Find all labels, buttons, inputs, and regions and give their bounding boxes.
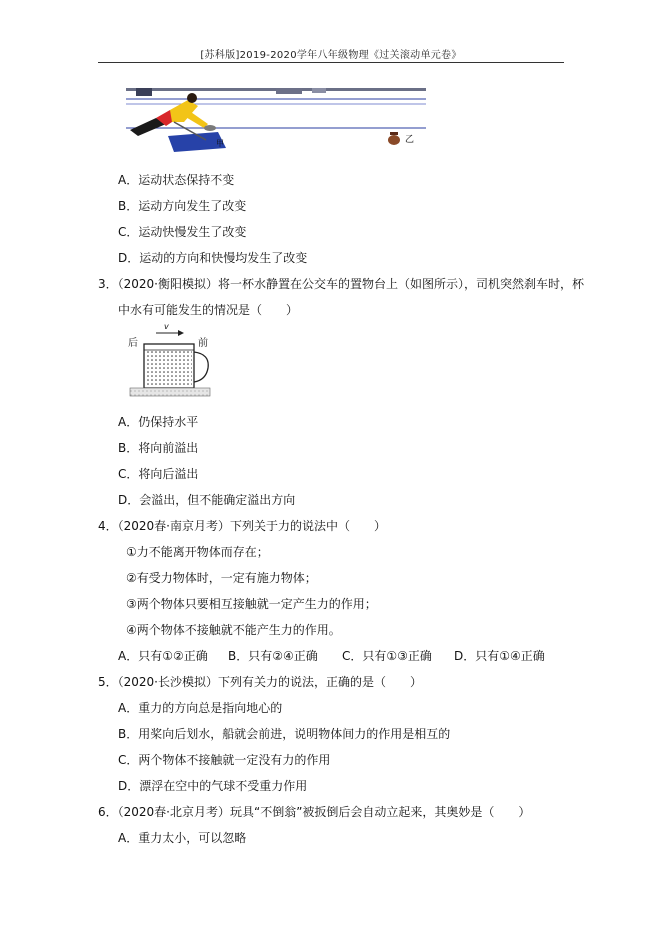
q2-option-d: D．运动的方向和快慢均发生了改变	[118, 251, 308, 265]
label-yi: 乙	[405, 135, 415, 145]
page-header: [苏科版]2019-2020学年八年级物理《过关滚动单元卷》	[200, 50, 462, 61]
q6-option-a: A．重力太小，可以忽略	[118, 831, 247, 845]
q2-option-b: B．运动方向发生了改变	[118, 199, 247, 213]
q5-option-a: A．重力的方向总是指向地心的	[118, 701, 283, 715]
q4-option-c: C．只有①③正确	[342, 649, 432, 663]
q3-option-d: D．会溢出，但不能确定溢出方向	[118, 493, 296, 507]
header-rule	[98, 62, 564, 63]
q4-statement-2: ②有受力物体时，一定有施力物体；	[126, 571, 317, 585]
label-v: v	[164, 322, 169, 331]
q5-option-d: D．漂浮在空中的气球不受重力作用	[118, 779, 308, 793]
label-jia: 甲	[216, 139, 224, 148]
q3-stem-line2: 中水有可能发生的情况是（ ）	[118, 303, 299, 317]
q4-statement-3: ③两个物体只要相互接触就一定产生力的作用；	[126, 597, 377, 611]
q2-option-c: C．运动快慢发生了改变	[118, 225, 247, 239]
q6-stem: 6．（2020春·北京月考）玩具“不倒翁”被扳倒后会自动立起来，其奥妙是（ ）	[98, 805, 531, 819]
q5-option-c: C．两个物体不接触就一定没有力的作用	[118, 753, 331, 767]
q2-option-a: A．运动状态保持不变	[118, 173, 235, 187]
label-back: 后	[128, 338, 138, 349]
q3-stem-line1: 3．（2020·衡阳模拟）将一杯水静置在公交车的置物台上（如图所示），司机突然刹车时，杯	[98, 277, 584, 291]
q4-statement-4: ④两个物体不接触就不能产生力的作用。	[126, 623, 341, 637]
curling-illustration	[126, 88, 426, 154]
curling-figure	[126, 88, 426, 154]
cup-figure	[126, 322, 216, 398]
q3-option-b: B．将向前溢出	[118, 441, 199, 455]
q4-option-a: A．只有①②正确	[118, 649, 208, 663]
q4-option-b: B．只有②④正确	[228, 649, 318, 663]
q3-option-a: A．仍保持水平	[118, 415, 199, 429]
q4-option-d: D．只有①④正确	[454, 649, 545, 663]
label-front: 前	[198, 338, 208, 349]
q5-option-b: B．用桨向后划水，船就会前进，说明物体间力的作用是相互的	[118, 727, 451, 741]
q3-option-c: C．将向后溢出	[118, 467, 199, 481]
q4-stem: 4．（2020春·南京月考）下列关于力的说法中（ ）	[98, 519, 386, 533]
q4-options-row	[118, 648, 558, 664]
q4-statement-1: ①力不能离开物体而存在；	[126, 545, 269, 559]
q5-stem: 5．（2020·长沙模拟）下列有关力的说法，正确的是（ ）	[98, 675, 422, 689]
